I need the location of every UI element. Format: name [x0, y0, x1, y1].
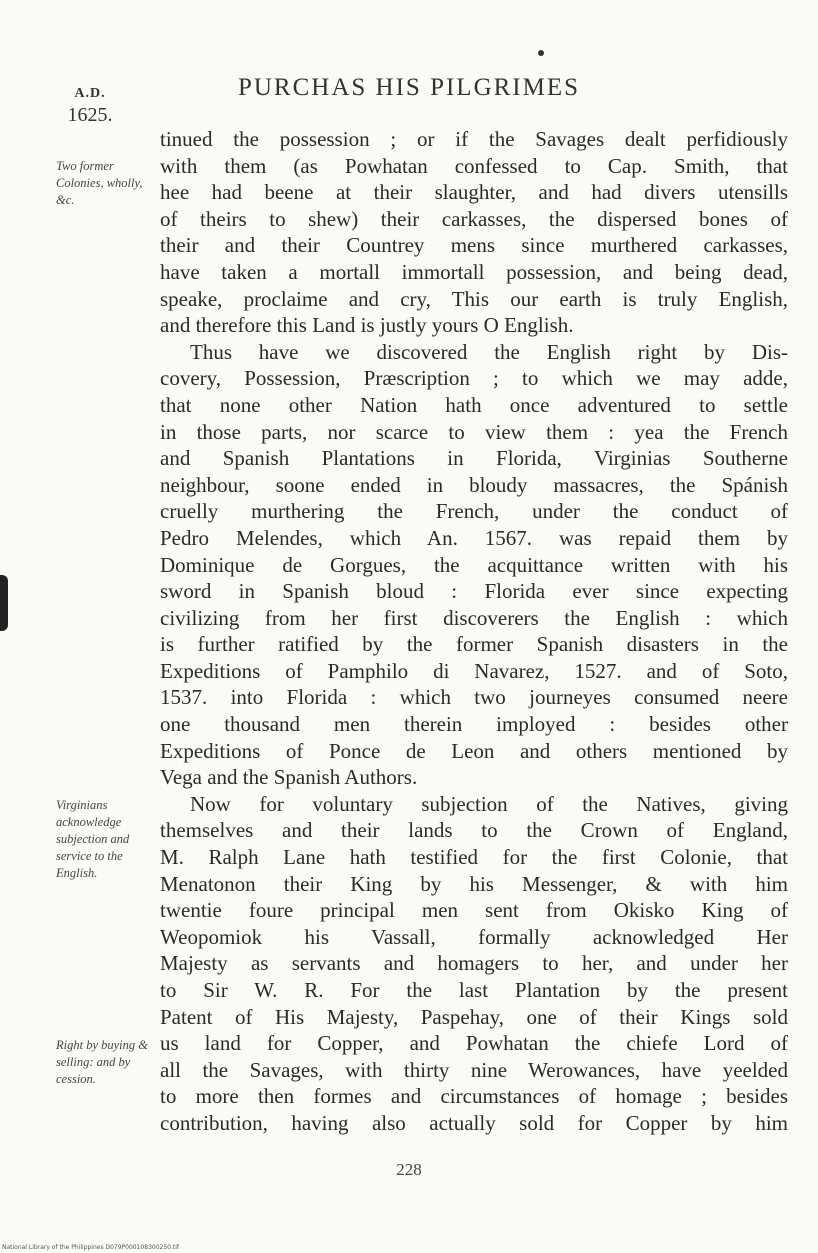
text-line: Thus have we discovered the English right by Dis-: [190, 339, 788, 364]
text-line: Menatonon their King by his Messenger, & with him: [160, 871, 788, 896]
dateline-label: A.D.: [74, 86, 106, 101]
printer-mark: [538, 50, 544, 56]
text-line: their and their Countrey mens since murthered carkasses,: [160, 233, 788, 258]
text-line: Majesty as servants and homagers to her, and under her: [160, 951, 788, 976]
margin-note-virginians: Virginians acknowledge subjection and service to the English.: [56, 798, 130, 880]
text-line: contribution, having also actually sold for Copper by him: [160, 1110, 788, 1135]
margin-note-colonies: Two former Colonies, wholly, &c.: [56, 159, 143, 207]
text-line: tinued the possession ; or if the Savages dealt perfidiously: [160, 127, 788, 151]
text-line: Expeditions of Ponce de Leon and others mentioned by: [160, 738, 788, 763]
text-line: civilizing from her first discoverers the English : which: [160, 605, 788, 630]
page-number: 228: [396, 1160, 422, 1179]
margin-note-right: Right by buying & selling: and by cession.: [56, 1038, 148, 1086]
scan-credit: National Library of the Philippines D079P000108300250.tif: [2, 1244, 180, 1251]
text-line: Now for voluntary subjection of the Natives, giving: [190, 791, 788, 816]
running-head: PURCHAS HIS PILGRIMES: [237, 74, 581, 101]
text-line: neighbour, soone ended in bloudy massacres, the Spánish: [160, 472, 788, 497]
text-line: in those parts, nor scarce to view them : yea the French: [160, 419, 788, 444]
text-line: hee had beene at their slaughter, and had divers utensills: [160, 180, 788, 205]
text-line: 1537. into Florida : which two journeyes consumed neere: [160, 685, 788, 710]
text-line: speake, proclaime and cry, This our earth is truly English,: [160, 286, 788, 311]
text-line: cruelly murthering the French, under the conduct of: [160, 499, 788, 524]
body-text: [160, 126, 788, 1137]
text-line: M. Ralph Lane hath testified for the first Colonie, that: [160, 845, 788, 870]
text-line: Patent of His Majesty, Paspehay, one of their Kings sold: [160, 1004, 788, 1029]
text-line: twentie foure principal men sent from Okisko King of: [160, 898, 788, 923]
spine-shadow: [0, 575, 8, 631]
text-line: with them (as Powhatan confessed to Cap. Smith, that: [160, 153, 788, 178]
text-line: Expeditions of Pamphilo di Navarez, 1527. and of Soto,: [160, 658, 788, 683]
text-line: have taken a mortall immortall possession, and being dead,: [160, 259, 788, 284]
text-line: Pedro Melendes, which An. 1567. was repaid them by: [160, 525, 788, 550]
text-line: Weopomiok his Vassall, formally acknowledged Her: [160, 924, 788, 949]
dateline-year: 1625.: [67, 104, 113, 126]
text-line: and therefore this Land is justly yours O English.: [160, 313, 574, 338]
text-line: sword in Spanish bloud : Florida ever since expecting: [160, 579, 788, 604]
text-line: themselves and their lands to the Crown of England,: [160, 818, 788, 843]
text-line: all the Savages, with thirty nine Werowances, have yeelded: [160, 1057, 788, 1082]
dateline: [58, 86, 122, 127]
text-line: of theirs to shew) their carkasses, the dispersed bones of: [160, 206, 788, 231]
text-line: one thousand men therein imployed : besides other: [160, 712, 788, 737]
text-line: covery, Possession, Præscription ; to which we may adde,: [160, 366, 788, 391]
text-line: to Sir W. R. For the last Plantation by the present: [160, 978, 788, 1002]
text-line: and Spanish Plantations in Florida, Virginias Southerne: [160, 446, 788, 471]
text-line: us land for Copper, and Powhatan the chiefe Lord of: [160, 1031, 788, 1056]
text-line: to more then formes and circumstances of homage ; besides: [160, 1084, 788, 1109]
text-line: Dominique de Gorgues, the acquittance written with his: [160, 552, 788, 577]
text-line: is further ratified by the former Spanish disasters in the: [160, 632, 788, 657]
text-line: that none other Nation hath once adventured to settle: [160, 392, 788, 417]
text-line: Vega and the Spanish Authors.: [160, 765, 418, 790]
